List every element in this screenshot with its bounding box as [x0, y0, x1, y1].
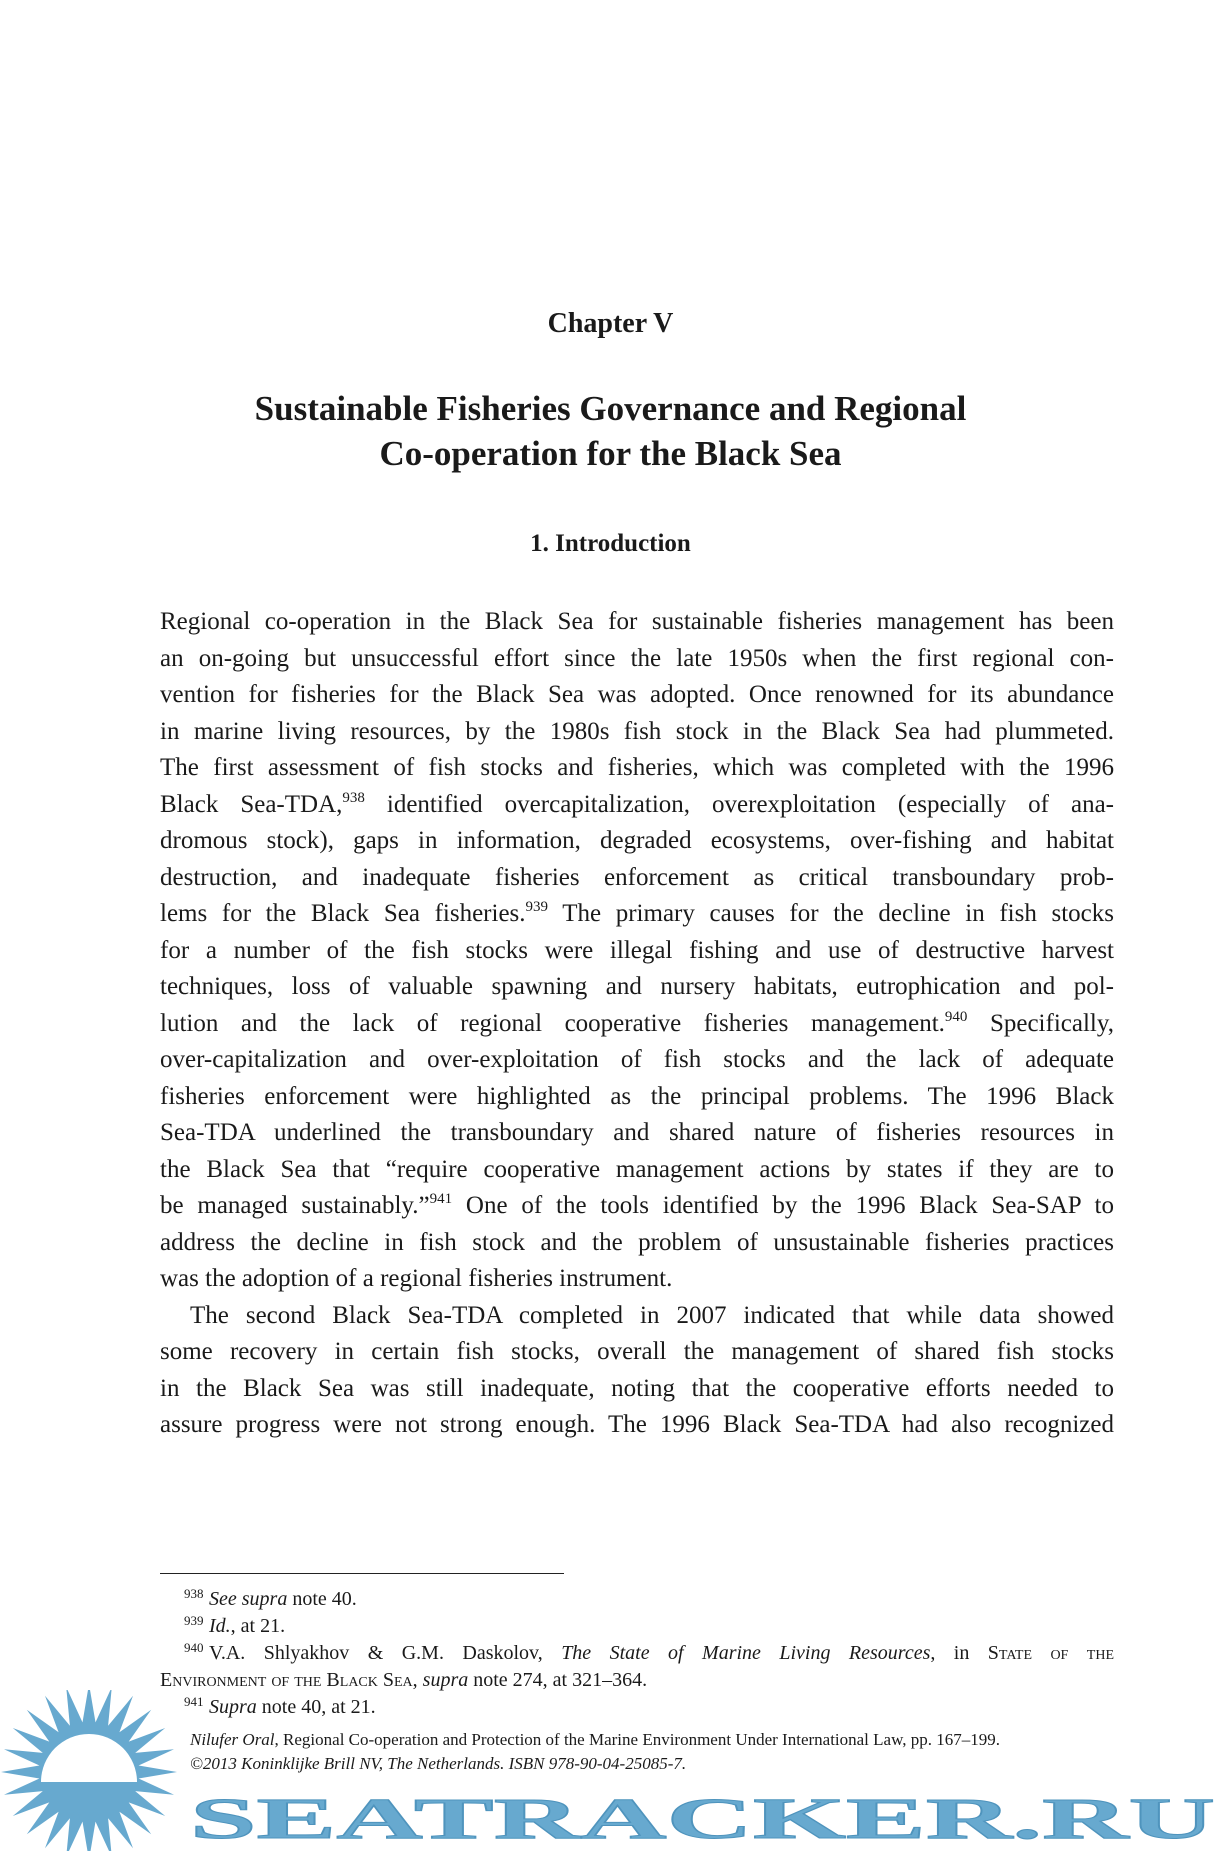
body-line [160, 1261, 1114, 1298]
footnote-reference[interactable]: 939 [525, 899, 549, 915]
body-line [160, 604, 1114, 641]
body-line [160, 1042, 1114, 1079]
line-text: One of the tools identified by the 1996 Black Sea-SAP to [452, 1192, 1114, 1219]
line-text: lution and the lack of regional cooperative fisheries management. [160, 1009, 945, 1037]
footer-citation [190, 1728, 1000, 1752]
body-line [160, 677, 1114, 714]
line-text: in marine living resources, by the 1980s fish stock in the Black Sea had plummeted. [160, 717, 1114, 745]
body-line [160, 1115, 1114, 1152]
line-text: lems for the Black Sea fisheries. [160, 900, 526, 927]
footnote-italic: See supra [209, 1588, 288, 1610]
footnote-940 [160, 1640, 1114, 1694]
footnote-941: 941 Supra note 40, at 21. [184, 1694, 376, 1718]
body-line [160, 714, 1114, 751]
line-text: techniques, loss of valuable spawning and nursery habitats, eutrophication and pol- [160, 973, 1114, 1000]
line-text: The second Black Sea-TDA completed in 2007 indicated that while data showed [190, 1301, 1114, 1329]
footnote-text: , [412, 1669, 423, 1691]
body-line [160, 969, 1114, 1006]
line-text: was the adoption of a regional fisheries instrument. [160, 1265, 673, 1292]
footnote-939: 939 Id., at 21. [184, 1613, 286, 1637]
footnote-text: note 274, at 321–364. [468, 1669, 648, 1691]
line-text: destruction, and inadequate fisheries enforcement as critical transboundary prob- [160, 863, 1114, 891]
body-line [160, 1334, 1114, 1371]
footnote-text: , in [930, 1642, 988, 1664]
body-line [160, 860, 1114, 897]
footnote-reference[interactable]: 940 [944, 1008, 968, 1025]
seatracker-watermark [0, 1780, 1221, 1851]
line-text: address the decline in fish stock and the problem of unsustainable fisheries practices [160, 1228, 1114, 1256]
body-line [160, 1079, 1114, 1116]
line-text: fisheries enforcement were highlighted as the principal problems. The 1996 Black [160, 1082, 1114, 1110]
footnote-line: 940 V.A. Shlyakhov & G.M. Daskolov, The State of Marine Living Resources, in State of the [184, 1640, 1114, 1664]
line-text: for a number of the fish stocks were illegal fishing and use of destructive harvest [160, 936, 1114, 964]
body-line [160, 1006, 1114, 1043]
body-line [160, 1225, 1114, 1262]
footnote-reference[interactable]: 938 [342, 789, 365, 806]
footnote-italic: Id. [209, 1615, 231, 1637]
footnote-smallcaps: State of the [987, 1642, 1114, 1664]
body-line [160, 1371, 1114, 1408]
footnote-line [160, 1667, 1114, 1694]
line-text: identified overcapitalization, overexploitation (especially of ana- [364, 790, 1114, 818]
body-line [160, 896, 1114, 933]
line-text: Sea-TDA underlined the transboundary and shared nature of fisheries resources in [160, 1119, 1114, 1146]
footnote-reference[interactable]: 941 [429, 1191, 453, 1207]
footer-author: Nilufer Oral [190, 1730, 275, 1749]
line-text: over-capitalization and over-exploitation of fish stocks and the lack of adequate [160, 1046, 1114, 1073]
footnote-text: note 40. [287, 1588, 357, 1610]
line-text: some recovery in certain fish stocks, overall the management of shared fish stocks [160, 1338, 1114, 1365]
body-line [160, 1188, 1114, 1225]
footnote-italic: supra [422, 1669, 469, 1691]
footnote-text: , at 21. [230, 1615, 286, 1637]
body-line [160, 1407, 1114, 1444]
chapter-label: Chapter V [547, 308, 674, 339]
line-text: an on-going but unsuccessful effort since the late 1950s when the first regional con- [160, 644, 1114, 672]
body-line [160, 823, 1114, 860]
body-line [160, 933, 1114, 970]
footer-copyright: ©2013 Koninklijke Brill NV, The Netherlands. ISBN 978-90-04-25085-7. [190, 1754, 687, 1773]
line-text: the Black Sea that “require cooperative management actions by states if they are to [160, 1155, 1114, 1183]
footnote-italic: Supra [209, 1696, 257, 1718]
line-text: assure progress were not strong enough. The 1996 Black Sea-TDA had also recognized [160, 1411, 1114, 1438]
body-line [160, 641, 1114, 678]
footnote-text: note 40, at 21. [256, 1696, 376, 1718]
section-heading: 1. Introduction [530, 530, 691, 557]
body-line [160, 750, 1114, 787]
chapter-title-line: Co-operation for the Black Sea [379, 434, 842, 473]
line-text: Black Sea-TDA, [160, 790, 343, 818]
body-line [160, 1152, 1114, 1189]
line-text: be managed sustainably.” [160, 1192, 430, 1219]
line-text: The first assessment of fish stocks and fisheries, which was completed with the 1996 [160, 754, 1114, 781]
footnote-text: V.A. Shlyakhov & G.M. Daskolov, [209, 1642, 562, 1664]
line-text: dromous stock), gaps in information, degraded ecosystems, over-fishing and habitat [160, 827, 1114, 854]
chapter-title-line: Sustainable Fisheries Governance and Regional [254, 389, 967, 428]
line-text: Regional co-operation in the Black Sea for sustainable fisheries management has been [160, 608, 1114, 635]
body-line [160, 1298, 1114, 1335]
chapter-title [0, 386, 1221, 476]
line-text: vention for fisheries for the Black Sea was adopted. Once renowned for its abundance [160, 681, 1114, 708]
footnote-italic: The State of Marine Living Resources [561, 1642, 931, 1664]
footnote-938: 938 See supra note 40. [184, 1586, 357, 1610]
footnote-smallcaps: Environment of the Black Sea [160, 1669, 413, 1691]
line-text: in the Black Sea was still inadequate, noting that the cooperative efforts needed to [160, 1374, 1114, 1402]
body-text [160, 604, 1114, 1444]
footnote-divider [160, 1573, 564, 1574]
footer-book-info: , Regional Co-operation and Protection of the Marine Environment Under International Law, pp. 167–199. [274, 1730, 1001, 1749]
watermark-text: SEATRACKER.RU [190, 1786, 1215, 1851]
line-text: Specifically, [967, 1009, 1114, 1037]
line-text: The primary causes for the decline in fish stocks [548, 900, 1114, 927]
body-line [160, 787, 1114, 824]
